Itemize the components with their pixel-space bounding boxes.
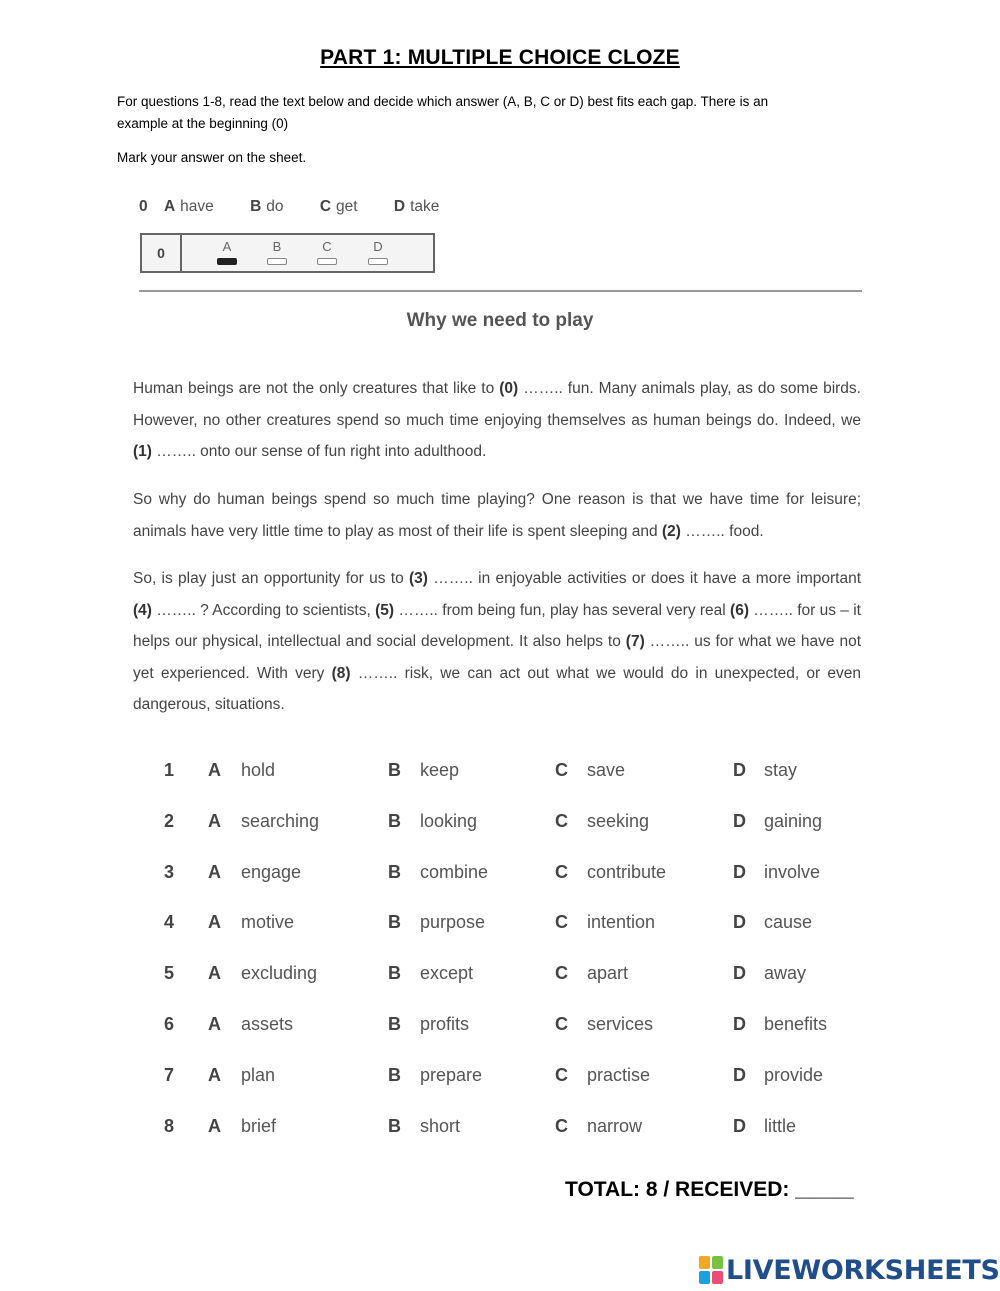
gap-number: (0)	[499, 380, 519, 397]
option-word: cause	[764, 912, 813, 933]
option-letter: C	[555, 1115, 568, 1136]
option-word: gaining	[764, 810, 823, 831]
question-row-6	[0, 1014, 1000, 1044]
passage-text: …….. risk, we can act out what we would do in unexpected, or even dangerous, situations.	[133, 664, 861, 713]
option-letter: B	[388, 810, 401, 831]
option-word: stay	[764, 760, 798, 780]
option-word: motive	[241, 912, 295, 933]
option-letter: D	[733, 1014, 746, 1034]
empty-bubble-mark	[368, 258, 388, 265]
option-letter: B	[388, 861, 401, 882]
question-row-8	[0, 1116, 1000, 1146]
option-word: purpose	[420, 912, 486, 933]
option-letter: C	[555, 912, 568, 933]
option-word: keep	[420, 760, 460, 780]
option-word: combine	[420, 861, 489, 882]
option-letter: A	[208, 912, 221, 933]
option-word: little	[764, 1115, 797, 1136]
question-number: 7	[164, 1064, 175, 1085]
option-word: benefits	[764, 1014, 828, 1034]
answer-bubble-a: A	[216, 239, 238, 265]
example-number: 0	[139, 198, 148, 215]
example-answer-box	[140, 233, 435, 273]
gap-number: (8)	[331, 664, 351, 682]
instruction-line-1: For questions 1-8, read the text below and decide which answer (A, B, C or D) best fits each gap. There is an	[117, 94, 769, 109]
option-letter: A	[208, 1064, 221, 1085]
example-option-d: D take	[393, 198, 440, 215]
answer-bubble-d: D	[367, 239, 389, 265]
option-word: intention	[587, 912, 656, 933]
option-letter: D	[733, 1064, 746, 1085]
option-letter: C	[555, 1014, 568, 1034]
option-letter: C	[555, 963, 568, 984]
logo-square	[712, 1271, 723, 1284]
question-number: 3	[164, 861, 175, 882]
question-row-2	[0, 811, 1000, 841]
option-letter: D	[733, 810, 746, 831]
page-title: PART 1: MULTIPLE CHOICE CLOZE	[320, 46, 680, 69]
passage-paragraph-2	[133, 484, 861, 547]
option-letter: D	[733, 912, 746, 933]
option-letter: C	[555, 760, 568, 780]
option-word: searching	[241, 810, 320, 831]
instruction-line-2: example at the beginning (0)	[117, 116, 289, 131]
option-word: provide	[764, 1064, 824, 1085]
option-word: plan	[241, 1064, 276, 1085]
passage-paragraph-3	[133, 563, 861, 721]
option-letter: B	[388, 912, 401, 933]
question-row-3	[0, 862, 1000, 892]
option-word: prepare	[420, 1064, 483, 1085]
example-box-number: 0	[142, 235, 182, 271]
option-letter: A	[208, 1115, 221, 1136]
option-word: practise	[587, 1064, 651, 1085]
mark-instruction: Mark your answer on the sheet.	[117, 150, 307, 165]
question-number: 5	[164, 963, 175, 984]
option-word: assets	[241, 1014, 294, 1034]
gap-number: (5)	[375, 601, 395, 619]
option-letter: C	[555, 810, 568, 831]
example-option-a: A have	[163, 198, 214, 215]
option-word: involve	[764, 861, 821, 882]
option-letter: A	[208, 810, 221, 831]
answer-bubble-b: B	[266, 239, 288, 265]
option-letter: D	[733, 963, 746, 984]
passage-text: …….. for us – it helps our physical, intellectual and social development. It also helps to	[133, 601, 861, 650]
option-letter: B	[388, 760, 401, 780]
passage-paragraph-1	[133, 373, 861, 468]
question-number: 2	[164, 810, 175, 831]
gap-number: (7)	[625, 633, 645, 650]
question-number: 1	[164, 760, 175, 780]
passage-text: …….. us for what we have not yet experienced. With very	[133, 633, 862, 682]
filled-bubble-mark	[217, 258, 237, 265]
option-word: apart	[587, 963, 629, 984]
answer-bubble-c: C	[316, 239, 338, 265]
question-number: 8	[164, 1115, 175, 1136]
passage-title: Why we need to play	[406, 310, 594, 331]
gap-number: (2)	[661, 522, 681, 540]
gap-number: (1)	[133, 443, 152, 460]
total-score: TOTAL: 8 / RECEIVED: _____	[565, 1178, 854, 1201]
empty-bubble-mark	[267, 258, 287, 265]
option-word: looking	[420, 810, 478, 831]
passage-text: So why do human beings spend so much time playing? One reason is that we have time for leisure; animals have very little time to play as most of their life is spent sleeping and	[133, 491, 861, 540]
question-number: 6	[164, 1014, 175, 1034]
gap-number: (4)	[133, 601, 152, 619]
gap-number: (6)	[730, 601, 749, 619]
option-word: brief	[241, 1115, 277, 1136]
question-row-5	[0, 963, 1000, 993]
question-row-1	[0, 760, 1000, 790]
option-letter: C	[555, 1064, 568, 1085]
passage-text: Human beings are not the only creatures that like to	[133, 380, 500, 397]
instructions	[117, 91, 857, 135]
divider	[139, 290, 862, 292]
option-word: short	[420, 1115, 461, 1136]
option-letter: A	[208, 963, 221, 984]
question-number: 4	[164, 912, 175, 933]
option-letter: A	[208, 760, 221, 780]
option-letter: B	[388, 1064, 401, 1085]
option-letter: B	[388, 1115, 401, 1136]
logo-square	[712, 1256, 723, 1269]
option-word: away	[764, 963, 807, 984]
passage-text: …….. food.	[680, 522, 764, 540]
example-option-c: C get	[319, 198, 358, 215]
passage-text: …….. onto our sense of fun right into adulthood.	[151, 443, 487, 460]
question-row-7	[0, 1065, 1000, 1095]
example-options	[139, 198, 471, 216]
option-letter: A	[208, 861, 221, 882]
question-row-4	[0, 912, 1000, 942]
option-word: narrow	[587, 1115, 643, 1136]
passage-text: …….. ? According to scientists,	[151, 601, 376, 619]
option-word: profits	[420, 1014, 470, 1034]
option-letter: D	[733, 1115, 746, 1136]
example-option-b: B do	[250, 198, 284, 215]
option-word: hold	[241, 760, 276, 780]
option-word: engage	[241, 861, 302, 882]
option-letter: B	[388, 963, 401, 984]
liveworksheets-logo-icon	[699, 1256, 723, 1284]
gap-number: (3)	[409, 570, 428, 587]
passage-text: So, is play just an opportunity for us to	[133, 570, 410, 587]
empty-bubble-mark	[317, 258, 337, 265]
option-letter: A	[208, 1014, 221, 1034]
option-letter: D	[733, 760, 746, 780]
passage-text: …….. from being fun, play has several very real	[394, 601, 731, 619]
option-word: contribute	[587, 861, 667, 882]
option-letter: D	[733, 861, 746, 882]
logo-square	[699, 1256, 710, 1269]
liveworksheets-logo	[699, 1255, 1000, 1285]
option-letter: C	[555, 861, 568, 882]
option-letter: B	[388, 1014, 401, 1034]
logo-text: LIVEWORKSHEETS	[726, 1254, 1000, 1286]
option-word: seeking	[587, 810, 650, 831]
option-word: except	[420, 963, 474, 984]
option-word: save	[587, 760, 626, 780]
passage-text: …….. fun. Many animals play, as do some birds. However, no other creatures spend so much time enjoying themselves as human beings do. Indeed, we	[133, 380, 861, 429]
passage-text: …….. in enjoyable activities or does it have a more important	[427, 570, 862, 587]
option-word: excluding	[241, 963, 318, 984]
option-word: services	[587, 1014, 654, 1034]
logo-square	[699, 1271, 710, 1284]
